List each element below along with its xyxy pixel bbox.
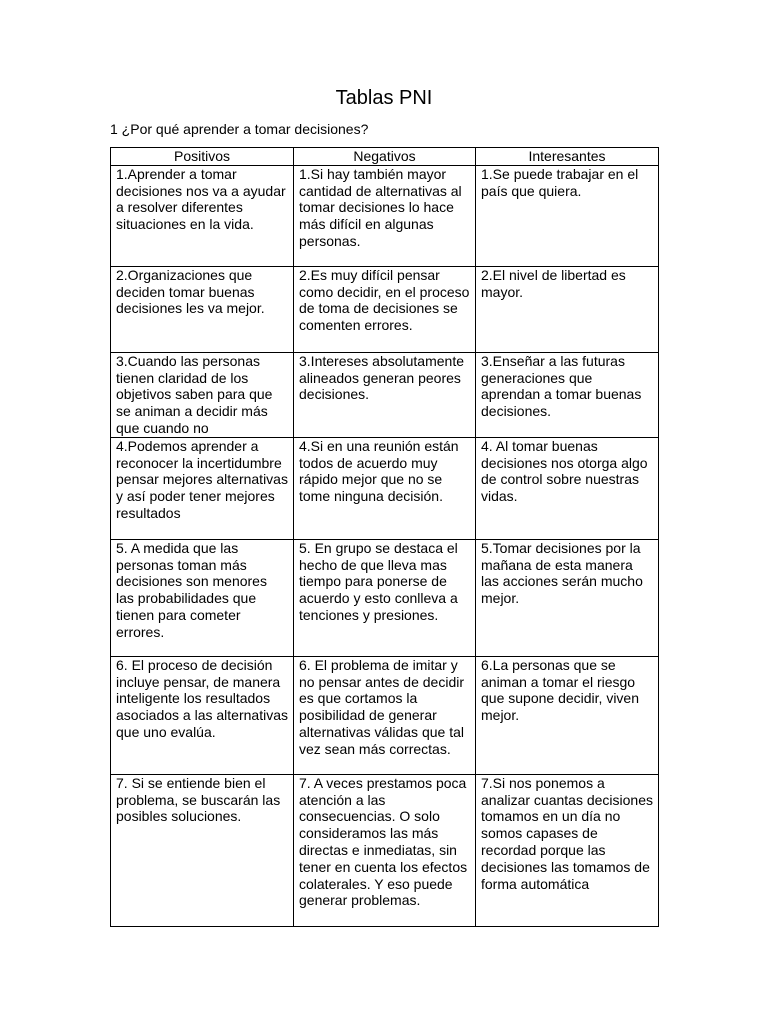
cell-positivo: 3.Cuando las personas tienen claridad de los objetivos saben para que se animan a decidir más que cuando no (111, 352, 294, 437)
cell-negativo: 3.Intereses absolutamente alineados generan peores decisiones. (294, 352, 476, 437)
page-title: Tablas PNI (335, 87, 433, 109)
header-interesantes: Interesantes (476, 148, 659, 166)
cell-positivo: 6. El proceso de decisión incluye pensar, de manera inteligente los resultados asociados a las alternativas que uno evalúa. (111, 656, 294, 774)
cell-interesante: 1.Se puede trabajar en el país que quiera. (476, 165, 659, 266)
cell-negativo: 2.Es muy difícil pensar como decidir, en el proceso de toma de decisiones se comenten errores. (294, 266, 476, 352)
question-text: 1 ¿Por qué aprender a tomar decisiones? (110, 121, 369, 137)
table-row (111, 774, 659, 926)
header-negativos: Negativos (294, 148, 476, 166)
cell-negativo: 1.Si hay también mayor cantidad de alternativas al tomar decisiones lo hace más difícil en algunas personas. (294, 165, 476, 266)
header-row (111, 148, 659, 166)
pni-table (110, 147, 659, 927)
table-row (111, 352, 659, 437)
cell-positivo: 2.Organizaciones que deciden tomar buenas decisiones les va mejor. (111, 266, 294, 352)
cell-interesante: 6.La personas que se animan a tomar el riesgo que supone decidir, viven mejor. (476, 656, 659, 774)
table-row (111, 539, 659, 656)
table-row (111, 266, 659, 352)
table-row (111, 656, 659, 774)
table-row (111, 437, 659, 539)
cell-interesante: 7.Si nos ponemos a analizar cuantas decisiones tomamos en un día no somos capases de recordad porque las decisiones las tomamos de forma automática (476, 774, 659, 926)
cell-positivo: 7. Si se entiende bien el problema, se buscarán las posibles soluciones. (111, 774, 294, 926)
cell-positivo: 1.Aprender a tomar decisiones nos va a ayudar a resolver diferentes situaciones en la vida. (111, 165, 294, 266)
cell-negativo: 5. En grupo se destaca el hecho de que lleva mas tiempo para ponerse de acuerdo y esto conlleva a tenciones y presiones. (294, 539, 476, 656)
cell-positivo: 5. A medida que las personas toman más decisiones son menores las probabilidades que tienen para cometer errores. (111, 539, 294, 656)
table-row (111, 165, 659, 266)
cell-interesante: 2.El nivel de libertad es mayor. (476, 266, 659, 352)
cell-negativo: 7. A veces prestamos poca atención a las consecuencias. O solo consideramos las más directas e inmediatas, sin tener en cuenta los efectos colaterales. Y eso puede generar problemas. (294, 774, 476, 926)
cell-negativo: 4.Si en una reunión están todos de acuerdo muy rápido mejor que no se tome ninguna decisión. (294, 437, 476, 539)
cell-positivo: 4.Podemos aprender a reconocer la incertidumbre pensar mejores alternativas y así poder tener mejores resultados (111, 437, 294, 539)
header-positivos: Positivos (111, 148, 294, 166)
cell-interesante: 5.Tomar decisiones por la mañana de esta manera las acciones serán mucho mejor. (476, 539, 659, 656)
cell-negativo: 6. El problema de imitar y no pensar antes de decidir es que cortamos la posibilidad de generar alternativas válidas que tal vez sean más correctas. (294, 656, 476, 774)
cell-interesante: 3.Enseñar a las futuras generaciones que aprendan a tomar buenas decisiones. (476, 352, 659, 437)
cell-interesante: 4. Al tomar buenas decisiones nos otorga algo de control sobre nuestras vidas. (476, 437, 659, 539)
